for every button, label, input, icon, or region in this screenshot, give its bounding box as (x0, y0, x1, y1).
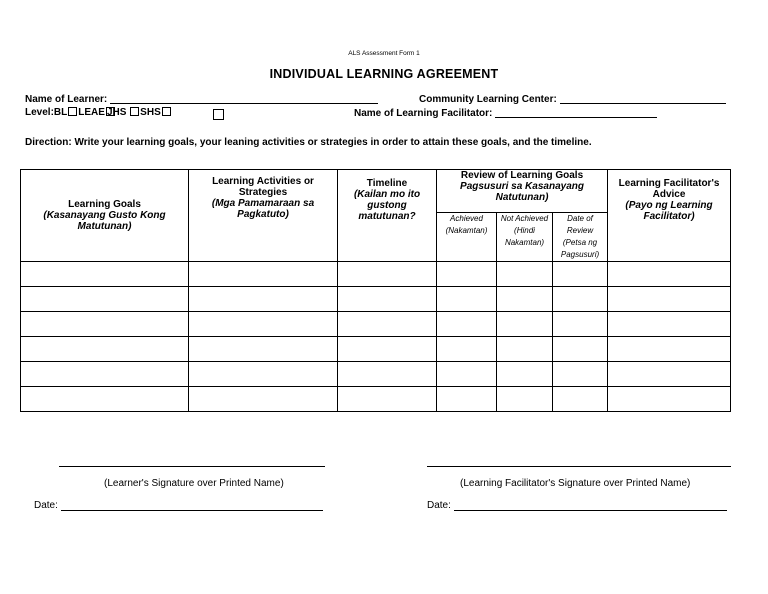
facilitator-line[interactable] (495, 107, 657, 118)
level-option-le: LE (78, 107, 92, 118)
table-cell[interactable] (553, 387, 608, 412)
table-cell[interactable] (189, 387, 338, 412)
facilitator-date-field (427, 500, 727, 511)
table-cell[interactable] (338, 337, 437, 362)
table-cell[interactable] (21, 312, 189, 337)
table-cell[interactable] (497, 387, 553, 412)
form-code: ALS Assessment Form 1 (348, 50, 420, 57)
table-cell[interactable] (553, 337, 608, 362)
table-cell[interactable] (437, 362, 497, 387)
learner-signature-caption: (Learner's Signature over Printed Name) (104, 478, 284, 489)
learner-date-label: Date: (34, 500, 58, 511)
learning-agreement-table (20, 169, 731, 412)
table-cell[interactable] (608, 312, 731, 337)
header-facilitator-advice: Learning Facilitator's Advice (Payo ng Learning Facilitator) (608, 170, 731, 262)
table-cell[interactable] (21, 387, 189, 412)
clc-label: Community Learning Center: (419, 94, 557, 105)
table-row (21, 362, 731, 387)
table-cell[interactable] (21, 362, 189, 387)
header-review-goals: Review of Learning Goals Pagsusuri sa Kasanayang Natutunan) (437, 170, 608, 213)
level-field (25, 107, 172, 118)
facilitator-field (354, 107, 657, 119)
table-row (21, 312, 731, 337)
learner-name-label: Name of Learner: (25, 94, 108, 105)
table-cell[interactable] (553, 362, 608, 387)
table-cell[interactable] (437, 337, 497, 362)
level-option-bl: BL (53, 107, 68, 118)
table-cell[interactable] (608, 262, 731, 287)
facilitator-date-line[interactable] (454, 500, 727, 511)
learner-signature-line[interactable] (59, 466, 325, 467)
header-learning-activities: Learning Activities or Strategies (Mga Pamamaraan sa Pagkatuto) (189, 170, 338, 262)
table-cell[interactable] (21, 262, 189, 287)
clc-field (419, 93, 726, 105)
table-cell[interactable] (338, 387, 437, 412)
table-cell[interactable] (189, 287, 338, 312)
direction-text: Direction: Write your learning goals, your leaning activities or strategies in order to attain these goals, and the timeline. (25, 137, 592, 148)
table-cell[interactable] (437, 262, 497, 287)
table-cell[interactable] (608, 387, 731, 412)
table-cell[interactable] (189, 337, 338, 362)
table-cell[interactable] (608, 362, 731, 387)
table-cell[interactable] (338, 312, 437, 337)
table-cell[interactable] (21, 287, 189, 312)
table-cell[interactable] (553, 312, 608, 337)
facilitator-date-label: Date: (427, 500, 451, 511)
subheader-achieved: Achieved (Nakamtan) (437, 213, 497, 262)
checkbox-shs[interactable] (162, 107, 171, 116)
table-row (21, 337, 731, 362)
table-cell[interactable] (497, 312, 553, 337)
table-cell[interactable] (497, 262, 553, 287)
learner-date-field (34, 500, 323, 511)
header-learning-goals: Learning Goals (Kasanayang Gusto Kong Matutunan) (21, 170, 189, 262)
facilitator-signature-line[interactable] (427, 466, 731, 467)
learner-date-line[interactable] (61, 500, 323, 511)
learner-name-line[interactable] (110, 93, 378, 104)
table-row (21, 287, 731, 312)
facilitator-signature-caption: (Learning Facilitator's Signature over Printed Name) (460, 478, 691, 489)
table-cell[interactable] (608, 287, 731, 312)
subheader-date-review: Date of Review (Petsa ng Pagsusuri) (553, 213, 608, 262)
header-timeline: Timeline (Kailan mo ito gustong matutunan? (338, 170, 437, 262)
table-cell[interactable] (497, 337, 553, 362)
checkbox-bl[interactable] (68, 107, 77, 116)
table-cell[interactable] (497, 362, 553, 387)
subheader-not-achieved: Not Achieved (Hindi Nakamtan) (497, 213, 553, 262)
table-cell[interactable] (338, 287, 437, 312)
table-cell[interactable] (21, 337, 189, 362)
table-cell[interactable] (437, 387, 497, 412)
table-cell[interactable] (189, 262, 338, 287)
learner-name-field (25, 93, 378, 105)
table-cell[interactable] (437, 312, 497, 337)
table-cell[interactable] (189, 362, 338, 387)
table-row (21, 387, 731, 412)
level-option-ae: AE (91, 107, 105, 118)
table-cell[interactable] (189, 312, 338, 337)
clc-line[interactable] (560, 93, 726, 104)
table-cell[interactable] (553, 262, 608, 287)
table-row (21, 262, 731, 287)
checkbox-extra[interactable] (213, 109, 224, 120)
table-cell[interactable] (608, 337, 731, 362)
level-label: Level: (25, 107, 54, 118)
level-option-shs: SHS (140, 107, 161, 118)
checkbox-jhs[interactable] (130, 107, 139, 116)
facilitator-label: Name of Learning Facilitator: (354, 108, 493, 119)
table-cell[interactable] (497, 287, 553, 312)
table-cell[interactable] (437, 287, 497, 312)
table-cell[interactable] (553, 287, 608, 312)
level-option-jhs: JHS (106, 107, 127, 118)
table-cell[interactable] (338, 262, 437, 287)
table-cell[interactable] (338, 362, 437, 387)
document-title: INDIVIDUAL LEARNING AGREEMENT (269, 67, 499, 81)
